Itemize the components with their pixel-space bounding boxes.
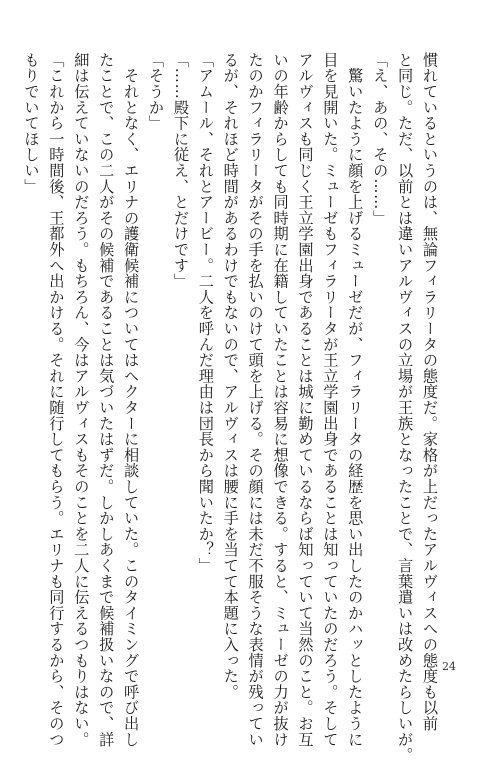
text-line: 「……殿下に従え、とだけです」 xyxy=(171,52,190,289)
page-number: 24 xyxy=(442,660,456,673)
text-line: 慣れているというのは、無論フィラリータの態度だ。家格が上だったアルヴィスへの態度も以前 xyxy=(421,52,439,732)
text-line: たことで、この二人がその候補であることは気づいたはずだ。しかしあくまで候補扱いなので、詳 xyxy=(97,52,116,748)
text-line: アルヴィスも同じく王立学園出身であることは城に勤めているならば知っていて当然のこと。お互 xyxy=(296,52,315,748)
text-line: るが、それほど時間があるわけでもないので、アルヴィスは腰に手を当てて本題に入った。 xyxy=(221,52,240,700)
body-text xyxy=(19,52,442,763)
text-line: 細は伝えていないのだろう。もちろん、今はアルヴィスもそのことを二人に伝えるつもりはない。 xyxy=(72,52,91,748)
text-line: 「これから一時間後、王都外へ出かける。それに随行してもらう。エリナも同行するから、そのつ xyxy=(47,52,66,748)
text-line: たのかフィラリータがその手を払いのけて頭を上げる。その顔には未だ不服そうな表情が残ってい xyxy=(246,52,265,748)
text-line: いの年齢からしても同時期に在籍していたことは容易に想像できる。すると、ミューゼの力が抜け xyxy=(271,52,290,748)
text-line: それとなく、エリナの護衛候補についてはヘクターに相談していた。このタイミングで呼び出し xyxy=(122,52,141,748)
text-line: 驚いたように顔を上げるミューゼだが、フィラリータの経歴を思い出したのかハッとしたように xyxy=(346,52,365,748)
text-line: 「アムール、それとアービー。二人を呼んだ理由は団長から聞いたか？」 xyxy=(196,52,215,574)
text-line: もりでいてほしい」 xyxy=(22,52,41,195)
text-line: 「え、あの、その……」 xyxy=(371,52,390,226)
text-line: 目を見開いた。ミューゼもフィラリータが王立学園出身であることは知っていたのだろう。そして xyxy=(321,52,340,748)
text-line: 「そうか」 xyxy=(147,52,166,131)
text-line: と同じ。ただ、以前とは違いアルヴィスの立場が王族となったことで、言葉遣いは改めたらしいが。 xyxy=(396,52,415,763)
